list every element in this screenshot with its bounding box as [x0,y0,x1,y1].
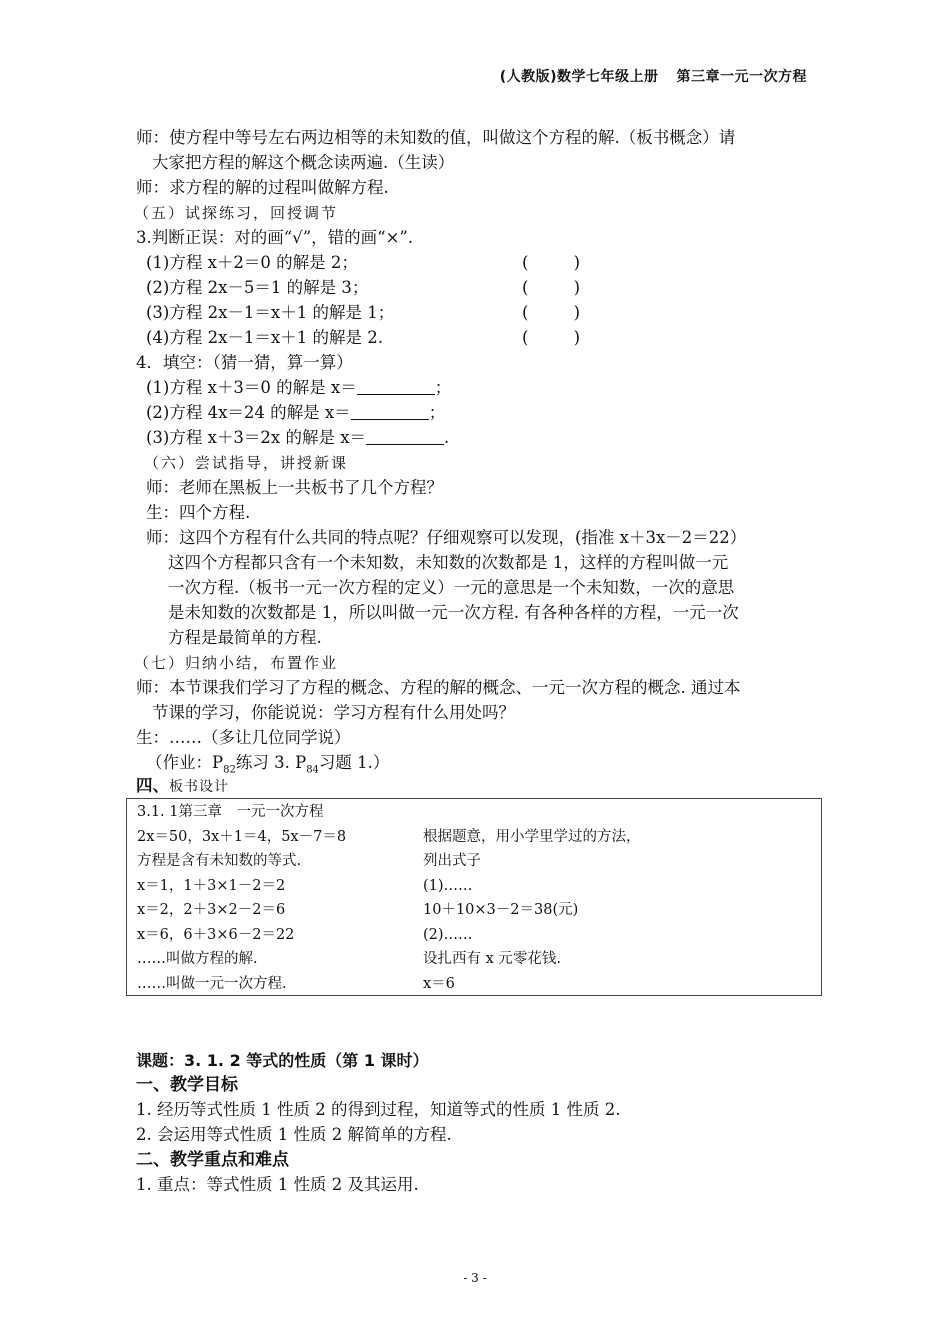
paragraph-line: 是未知数的次数都是 1，所以叫做一元一次方程. 有各种各样的方程，一元一次 [168,603,739,622]
answer-paren: ( ) [522,278,580,297]
board-left-line: 3.1. 1第三章 一元一次方程 [137,804,324,820]
objective-item: 2. 会运用等式性质 1 性质 2 解简单的方程. [136,1125,452,1144]
judge-item: (3)方程 2x－1＝x＋1 的解是 1； [146,303,395,322]
heading-key-points: 二、教学重点和难点 [136,1150,289,1170]
board-right-line: 根据题意，用小学里学过的方法， [423,829,641,845]
heading-objectives: 一、教学目标 [136,1075,238,1095]
board-right-line: (1)…… [423,878,473,894]
board-right-line: 设扎西有 x 元零花钱. [423,951,562,967]
header-chapter: 第三章一元一次方程 [676,69,807,85]
paragraph-line: 师：使方程中等号左右两边相等的未知数的值，叫做这个方程的解.（板书概念）请 [136,128,736,147]
board-left-line: ……叫做方程的解. [137,951,258,967]
objective-item: 1. 经历等式性质 1 性质 2 的得到过程，知道等式的性质 1 性质 2. [136,1100,621,1119]
key-point-item: 1. 重点：等式性质 1 性质 2 及其运用. [136,1175,419,1194]
paragraph-line: 师：本节课我们学习了方程的概念、方程的解的概念、一元一次方程的概念. 通过本 [136,678,741,697]
board-right-line: x＝6 [423,976,455,992]
board-right-line: 10＋10×3－2＝38(元) [423,902,579,918]
board-left-line: 方程是含有未知数的等式. [137,853,302,869]
answer-paren: ( ) [522,303,580,322]
board-left-line: x＝2，2＋3×2－2＝6 [137,902,286,918]
paragraph-line: 节课的学习，你能说说：学习方程有什么用处吗？ [152,703,515,722]
answer-blank[interactable] [357,378,435,395]
question-4: 4．填空：（猜一猜，算一算） [136,353,353,372]
lesson-title: 课题：3. 1. 2 等式的性质（第 1 课时） [136,1051,429,1070]
answer-paren: ( ) [522,328,580,347]
question-3: 3.判断正误：对的画“√”，错的画“×”. [136,228,414,247]
paragraph-line: 生：四个方程. [146,503,251,522]
paragraph-line: 方程是最简单的方程. [168,628,322,647]
paragraph-line: 生：……（多让几位同学说） [136,728,351,747]
section-heading-7: （七）归纳小结，布置作业 [134,654,339,672]
board-left-line: x＝1，1＋3×1－2＝2 [137,878,286,894]
answer-blank[interactable] [366,428,444,445]
paragraph-line: 师：求方程的解的过程叫做解方程. [136,178,389,197]
paragraph-line: 这四个方程都只含有一个未知数，未知数的次数都是 1，这样的方程叫做一元 [168,553,729,572]
paragraph-line: 大家把方程的解这个概念读两遍.（生读） [152,153,455,172]
fill-item: (1)方程 x＋3＝0 的解是 x＝ ； [146,378,452,397]
judge-item: (2)方程 2x－5＝1 的解是 3； [146,278,369,297]
homework-line: （作业：$P_{82}$练习 3. $P_{84}$习题 1.） [146,753,390,776]
fill-item: (2)方程 4x＝24 的解是 x＝ ； [146,403,446,422]
board-design-box [126,798,822,996]
page-header [500,66,807,86]
board-right-line: (2)…… [423,927,473,943]
header-book: (人教版)数学七年级上册 [499,69,659,85]
paragraph-line: 一次方程.（板书一元一次方程的定义）一元的意思是一个未知数，一次的意思 [168,578,735,597]
paragraph-line: 师：老师在黑板上一共板书了几个方程？ [146,478,443,497]
page-number: - 3 - [463,1271,487,1285]
section-heading-4: 四、板书设计 [136,776,229,795]
board-left-line: x＝6，6＋3×6－2＝22 [137,927,295,943]
section-heading-6: （六）尝试指导，讲授新课 [144,454,349,472]
answer-paren: ( ) [522,253,580,272]
board-left-line: ……叫做一元一次方程. [137,976,287,992]
section-heading-5: （五）试探练习，回授调节 [134,204,339,222]
judge-item: (4)方程 2x－1＝x＋1 的解是 2. [146,328,383,347]
judge-item: (1)方程 x＋2＝0 的解是 2； [146,253,358,272]
fill-item: (3)方程 x＋3＝2x 的解是 x＝ . [146,428,450,447]
answer-blank[interactable] [351,403,429,420]
board-left-line: 2x＝50，3x＋1＝4，5x－7＝8 [137,829,347,845]
paragraph-line: 师：这四个方程有什么共同的特点呢？仔细观察可以发现，(指准 x＋3x－2＝22） [146,528,747,547]
board-right-line: 列出式子 [423,853,481,869]
